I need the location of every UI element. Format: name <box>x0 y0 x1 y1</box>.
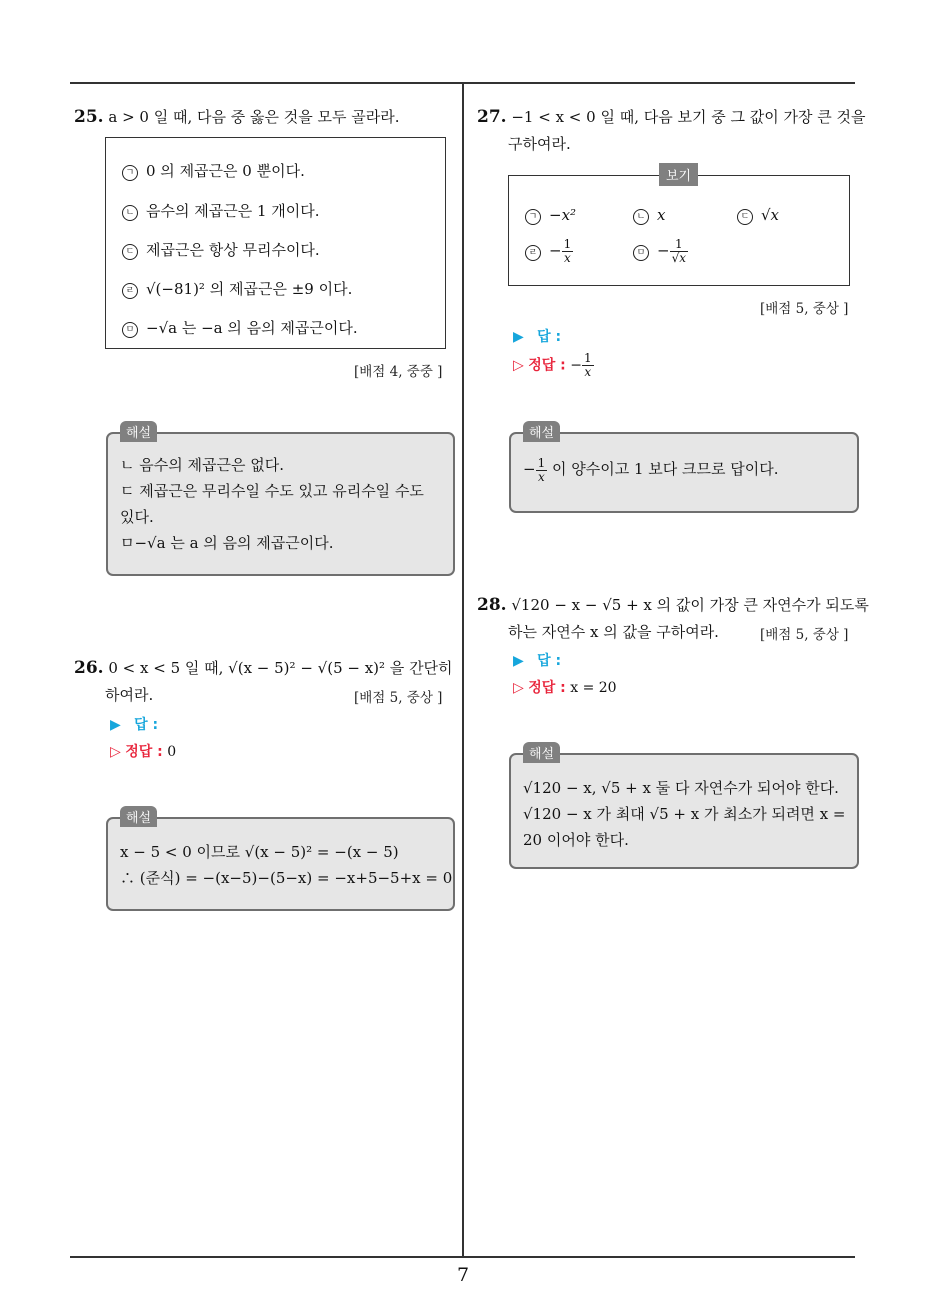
choice-text: 0 의 제곱근은 0 뿐이다. <box>146 162 305 180</box>
q26-text-1: 0 < x < 5 일 때, √(x − 5)² − √(5 − x)² 을 간단히 <box>108 659 453 677</box>
option-mark: ㅁ <box>633 245 649 261</box>
option-mark: ㄹ <box>525 245 541 261</box>
option-sign: − <box>657 241 670 260</box>
fraction-denominator: x <box>584 365 592 379</box>
q26-points: [배점 5, 중상 ] <box>354 690 443 706</box>
correct-label: 정답 : <box>125 744 163 760</box>
fraction-denominator: x <box>564 251 571 265</box>
q25-item-5 <box>122 317 358 338</box>
q26-number: 26. <box>74 658 104 678</box>
correct-value: x = 20 <box>570 680 617 696</box>
q27-number: 27. <box>477 107 507 127</box>
correct-value: 0 <box>167 744 177 760</box>
q27-solution-box <box>509 426 859 513</box>
option-text: √x <box>761 206 780 224</box>
option-text: −x² <box>549 206 577 224</box>
q27-points: [배점 5, 중상 ] <box>760 301 849 317</box>
q25-text: a > 0 일 때, 다음 중 옳은 것을 모두 골라라. <box>108 108 400 126</box>
q28-text-2: 하는 자연수 x 의 값을 구하여라. <box>508 623 719 641</box>
q27-option-2 <box>633 206 665 225</box>
solution-tag: 해설 <box>523 742 560 763</box>
option-fraction <box>670 238 688 265</box>
q26-solution-line-1: x − 5 < 0 이므로 √(x − 5)² = −(x − 5) <box>120 843 399 861</box>
fraction-denominator: √x <box>671 251 686 265</box>
q27-option-5 <box>633 238 688 265</box>
q25-solution-line-4: ㅁ−√a 는 a 의 음의 제곱근이다. <box>120 534 334 552</box>
q25-item-3 <box>122 239 320 260</box>
q27-option-1 <box>525 206 576 225</box>
solution-tag: 해설 <box>120 806 157 827</box>
answer-label: 답 : <box>537 653 562 669</box>
fraction-denominator: x <box>538 469 545 484</box>
q27-option-3 <box>737 206 779 225</box>
correct-triangle-icon: ▷ <box>513 357 524 374</box>
fraction-numerator: 1 <box>583 351 592 365</box>
fraction-numerator: 1 <box>563 237 572 251</box>
q27-text-1: −1 < x < 0 일 때, 다음 보기 중 그 값이 가장 큰 것을 <box>511 108 866 126</box>
correct-label: 정답 : <box>528 357 566 374</box>
answer-label: 답 : <box>134 717 159 733</box>
choice-mark: ㄴ <box>122 205 138 221</box>
correct-triangle-icon: ▷ <box>110 744 121 760</box>
q28-solution-line-2: √120 − x 가 최대 √5 + x 가 최소가 되려면 x = <box>523 805 846 823</box>
choice-mark: ㄹ <box>122 283 138 299</box>
solution-text: 이 양수이고 1 보다 크므로 답이다. <box>552 460 779 478</box>
q25-points: [배점 4, 중중 ] <box>354 364 443 380</box>
choice-mark: ㄷ <box>122 244 138 260</box>
option-fraction <box>562 238 574 265</box>
solution-fraction <box>536 457 548 484</box>
q28-solution-line-3: 20 이어야 한다. <box>523 831 629 849</box>
q27-stem <box>477 104 865 131</box>
answer-triangle-icon: ▶ <box>110 717 121 733</box>
q25-solution-line-3: 있다. <box>120 508 154 526</box>
q28-stem <box>477 592 869 619</box>
solution-tag: 해설 <box>120 421 157 442</box>
q25-stem <box>74 104 400 131</box>
choice-text: 음수의 제곱근은 1 개이다. <box>146 202 320 220</box>
q27-answer-row <box>513 326 561 346</box>
fraction-numerator: 1 <box>537 455 546 470</box>
q26-answer-row <box>110 714 158 734</box>
correct-fraction <box>582 352 594 379</box>
q26-solution-box <box>106 811 455 911</box>
choice-mark: ㄱ <box>122 165 138 181</box>
q28-number: 28. <box>477 595 507 615</box>
option-mark: ㄴ <box>633 209 649 225</box>
choice-mark: ㅁ <box>122 322 138 338</box>
q26-correct-row <box>110 741 176 761</box>
q25-item-1 <box>122 160 305 181</box>
fraction-numerator: 1 <box>670 238 688 252</box>
choice-expr: −√a <box>146 319 178 337</box>
q26-text-2: 하여라. <box>105 686 154 704</box>
q25-number: 25. <box>74 107 104 127</box>
option-text: x <box>657 206 666 224</box>
q28-answer-row <box>513 650 561 670</box>
option-sign: − <box>549 241 562 260</box>
q25-item-2 <box>122 200 320 221</box>
correct-sign: − <box>570 357 582 374</box>
q28-solution-line-1: √120 − x, √5 + x 둘 다 자연수가 되어야 한다. <box>523 779 839 797</box>
q25-solution-line-2: ㄷ 제곱근은 무리수일 수도 있고 유리수일 수도 <box>120 482 424 500</box>
q25-item-4 <box>122 278 352 299</box>
q27-solution-line <box>523 456 779 484</box>
q25-solution-line-1: ㄴ 음수의 제곱근은 없다. <box>120 456 284 474</box>
option-mark: ㄱ <box>525 209 541 225</box>
q28-solution-box <box>509 747 859 869</box>
option-mark: ㄷ <box>737 209 753 225</box>
q25-choices-box <box>105 137 446 349</box>
answer-triangle-icon: ▶ <box>513 329 524 345</box>
correct-label: 정답 : <box>528 680 566 696</box>
column-divider <box>462 84 464 1258</box>
q28-correct-row <box>513 677 617 697</box>
q27-text-2: 구하여라. <box>508 135 571 153</box>
answer-triangle-icon: ▶ <box>513 653 524 669</box>
q26-solution-line-2: ∴ (준식) = −(x−5)−(5−x) = −x+5−5+x = 0 <box>120 869 453 887</box>
choice-text: 는 −a 의 음의 제곱근이다. <box>181 319 358 337</box>
answer-label: 답 : <box>537 329 562 345</box>
q27-bogi-box <box>508 169 850 286</box>
bogi-tag: 보기 <box>659 163 698 186</box>
q27-correct-row <box>513 352 594 379</box>
q28-points: [배점 5, 중상 ] <box>760 627 849 643</box>
q27-option-4 <box>525 238 573 265</box>
choice-text: 제곱근은 항상 무리수이다. <box>146 241 320 259</box>
solution-tag: 해설 <box>523 421 560 442</box>
solution-sign: − <box>523 460 536 478</box>
choice-expr: √(−81)² <box>146 280 205 298</box>
choice-text: 의 제곱근은 ±9 이다. <box>209 280 353 298</box>
bottom-rule <box>70 1256 855 1258</box>
q28-text-1: √120 − x − √5 + x 의 값이 가장 큰 자연수가 되도록 <box>511 596 869 614</box>
q26-stem <box>74 655 453 682</box>
page-number: 7 <box>456 1264 470 1286</box>
q25-solution-box <box>106 426 455 576</box>
correct-triangle-icon: ▷ <box>513 680 524 696</box>
